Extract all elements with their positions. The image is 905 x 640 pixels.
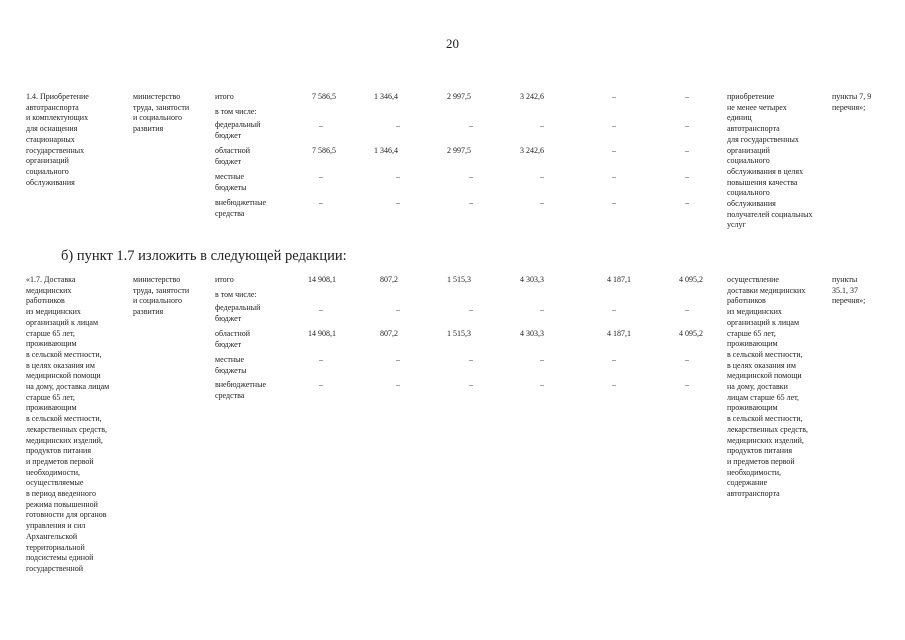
- source-extrabudget: внебюджетные средства: [215, 380, 266, 400]
- regional-value: 1 515,3: [447, 329, 471, 338]
- total-value: 4 095,2: [679, 275, 703, 284]
- regional-value: 4 303,3: [520, 329, 544, 338]
- dash: –: [319, 380, 323, 389]
- source-regional: областной бюджет: [215, 329, 251, 349]
- page-number: 20: [446, 36, 459, 51]
- dash: –: [612, 121, 616, 130]
- dash: –: [319, 305, 323, 314]
- dash: –: [469, 380, 473, 389]
- dash: –: [540, 355, 544, 364]
- total-value: 1 346,4: [374, 92, 398, 101]
- total-value: 4 303,3: [520, 275, 544, 284]
- total-value: 1 515,3: [447, 275, 471, 284]
- list-references: пункты 35.1, 37 перечня»;: [832, 275, 866, 306]
- executor: министерство труда, занятости и социального развития: [133, 275, 190, 317]
- dash: –: [396, 305, 400, 314]
- dash: –: [540, 305, 544, 314]
- dash: –: [469, 305, 473, 314]
- dash: –: [319, 355, 323, 364]
- dash: –: [612, 380, 616, 389]
- dash: –: [685, 172, 689, 181]
- dash: –: [319, 198, 323, 207]
- regional-value: 7 586,5: [312, 146, 336, 155]
- source-total: итого: [215, 275, 234, 284]
- dash: –: [540, 121, 544, 130]
- source-federal: федеральный бюджет: [215, 120, 261, 140]
- executor: министерство труда, занятости и социального развития: [133, 92, 190, 134]
- dash: –: [396, 355, 400, 364]
- total-value: 807,2: [380, 275, 398, 284]
- dash: –: [469, 355, 473, 364]
- regional-value: 3 242,6: [520, 146, 544, 155]
- total-value: 14 908,1: [308, 275, 336, 284]
- source-extrabudget: внебюджетные средства: [215, 198, 266, 218]
- regional-value: 2 997,5: [447, 146, 471, 155]
- dash: –: [319, 121, 323, 130]
- regional-value: 4 187,1: [607, 329, 631, 338]
- total-value: 2 997,5: [447, 92, 471, 101]
- dash: –: [612, 172, 616, 181]
- dash: –: [685, 198, 689, 207]
- source-federal: федеральный бюджет: [215, 303, 261, 323]
- total-value: 7 586,5: [312, 92, 336, 101]
- expected-result: осуществление доставки медицинских работников из медицинских организаций к лицам старше 65 лет, проживающим в сельской местности, в целях оказания им медицинской помощи на дому, доставки лицам старше 65 лет, проживающим в сельской местности, лекарственных средств, медицинских изделий, продуктов питания и предметов первой необходимости, содержание автотранспорта: [727, 275, 809, 499]
- dash: –: [685, 305, 689, 314]
- dash: –: [396, 198, 400, 207]
- dash: –: [612, 146, 616, 155]
- total-value: 4 187,1: [607, 275, 631, 284]
- dash: –: [685, 121, 689, 130]
- dash: –: [540, 380, 544, 389]
- regional-value: 807,2: [380, 329, 398, 338]
- section-heading: б) пункт 1.7 изложить в следующей редакции:: [61, 248, 347, 264]
- regional-value: 4 095,2: [679, 329, 703, 338]
- regional-value: 1 346,4: [374, 146, 398, 155]
- dash: –: [469, 172, 473, 181]
- source-local: местные бюджеты: [215, 172, 247, 192]
- measure-name: 1.4. Приобретение автотранспорта и комплектующих для оснащения стационарных государственных организаций социального обслуживания: [26, 92, 89, 187]
- dash: –: [612, 92, 616, 101]
- regional-value: 14 908,1: [308, 329, 336, 338]
- dash: –: [612, 355, 616, 364]
- source-including: в том числе:: [215, 290, 257, 299]
- source-local: местные бюджеты: [215, 355, 247, 375]
- dash: –: [685, 146, 689, 155]
- source-regional: областной бюджет: [215, 146, 251, 166]
- dash: –: [612, 305, 616, 314]
- dash: –: [685, 355, 689, 364]
- measure-name: «1.7. Доставка медицинских работников из медицинских организаций к лицам старше 65 лет, проживающим в сельской местности, в целях оказания им медицинской помощи на дому, доставка лицам старше 65 лет, проживающим в сельской местности, лекарственных средств, медицинских изделий, продуктов питания и предметов первой необходимости, осуществляемые в период введенного режима повышенной готовности для органов управления и сил Архангельской территориальной подсистемы единой государственной: [26, 275, 110, 573]
- expected-result: приобретение не менее четырех единиц автотранспорта для государственных организаций социального обслуживания в целях повышения качества социального обслуживания получателей социальных услуг: [727, 92, 813, 230]
- dash: –: [396, 172, 400, 181]
- dash: –: [319, 172, 323, 181]
- dash: –: [685, 92, 689, 101]
- dash: –: [469, 198, 473, 207]
- dash: –: [396, 380, 400, 389]
- total-value: 3 242,6: [520, 92, 544, 101]
- source-including: в том числе:: [215, 107, 257, 116]
- source-total: итого: [215, 92, 234, 101]
- dash: –: [469, 121, 473, 130]
- dash: –: [540, 172, 544, 181]
- list-references: пункты 7, 9 перечня»;: [832, 92, 872, 112]
- dash: –: [540, 198, 544, 207]
- dash: –: [612, 198, 616, 207]
- dash: –: [685, 380, 689, 389]
- dash: –: [396, 121, 400, 130]
